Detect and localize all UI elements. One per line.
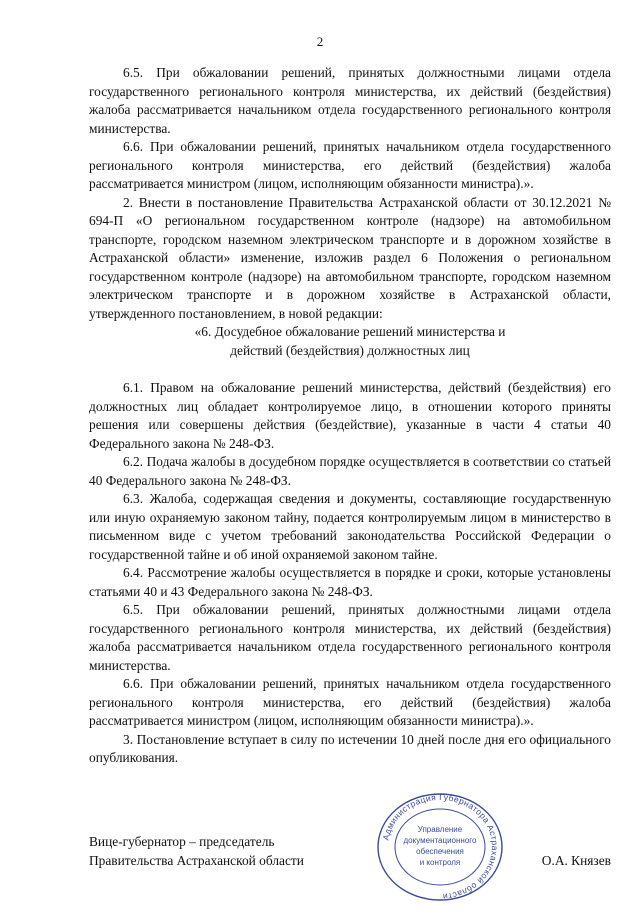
paragraph-6-4: 6.4. Рассмотрение жалобы осуществляется в порядке и сроки, которые установлены статьями 40 и 43 Федерального закона № 248-ФЗ.	[89, 565, 611, 599]
section-heading	[89, 323, 611, 360]
signature-block	[89, 833, 611, 870]
paragraph-2-amendment: 2. Внести в постановление Правительства Астраханской области от 30.12.2021 № 694-П «О региональном государственном контроле (надзоре) на автомобильном транспорте, городском наземном электрическом транспорте и в дорожном хозяйстве в Астраханской области» изменение, изложив раздел 6 Положения о региональном государственном контроле (надзоре) на автомобильном транспорте, городском наземном электрическом транспорте и в дорожном хозяйстве в Астраханской области, утвержденного постановлением, в новой редакции:	[89, 194, 611, 321]
signatory-position-line1: Вице-губернатор – председатель	[89, 834, 275, 849]
signatory-name: О.А. Князев	[541, 852, 611, 868]
paragraph-6-5-top: 6.5. При обжаловании решений, принятых должностными лицами отдела государственного регионального контроля министерства, их действий (бездействия) жалоба рассматривается начальником отдела государственного регионального контроля министерства.	[89, 65, 611, 136]
signatory-position	[89, 833, 611, 870]
paragraph-6-2: 6.2. Подача жалобы в досудебном порядке осуществляется в соответствии со статьей 40 Федерального закона № 248-ФЗ.	[89, 454, 611, 488]
section-heading-line1: «6. Досудебное обжалование решений министерства и	[194, 324, 506, 339]
stamp-inner-line4: и контроля	[419, 858, 461, 867]
paragraph-3-effective: 3. Постановление вступает в силу по истечении 10 дней после дня его официального опубликования.	[89, 731, 611, 765]
section-heading-line2: действий (бездействия) должностных лиц	[230, 342, 470, 358]
page-number: 2	[316, 34, 324, 49]
paragraph-6-3: 6.3. Жалоба, содержащая сведения и документы, составляющие государственную или иную охраняемую законом тайну, подается контролируемым лицом в министерство в письменном виде с учетом требований законодательства Российской Федерации о государственной тайне и об иной охраняемой законом тайне.	[89, 491, 611, 562]
stamp-inner-line2: документационного	[403, 836, 477, 845]
stamp-inner-line3: обеспечения	[416, 847, 464, 856]
paragraph-6-6-top: 6.6. При обжаловании решений, принятых начальником отдела государственного регионального контроля министерства, его действий (бездействия) жалоба рассматривается министром (лицом, исполняющим обязанности министра).».	[89, 139, 611, 191]
paragraph-6-6: 6.6. При обжаловании решений, принятых начальником отдела государственного регионального контроля министерства, его действий (бездействия) жалоба рассматривается министром (лицом, исполняющим обязанности министра).».	[89, 676, 611, 728]
signatory-position-line2: Правительства Астраханской области	[89, 852, 304, 868]
stamp-inner-line1: Управление	[417, 825, 463, 834]
official-seal-stamp	[376, 792, 504, 902]
stamp-outer-text: Администрация Губернатора Астраханской области	[380, 792, 501, 902]
paragraph-6-5: 6.5. При обжаловании решений, принятых должностными лицами отдела государственного регионального контроля министерства, их действий (бездействия) жалоба рассматривается начальником отдела государственного регионального контроля министерства.	[89, 602, 611, 673]
paragraph-6-1: 6.1. Правом на обжалование решений министерства, действий (бездействия) его должностных лиц обладает контролируемое лицо, в отношении которого приняты решения или совершены действия (бездействие), указанные в части 4 статьи 40 Федерального закона № 248-ФЗ.	[89, 380, 611, 451]
document-body	[89, 64, 611, 768]
